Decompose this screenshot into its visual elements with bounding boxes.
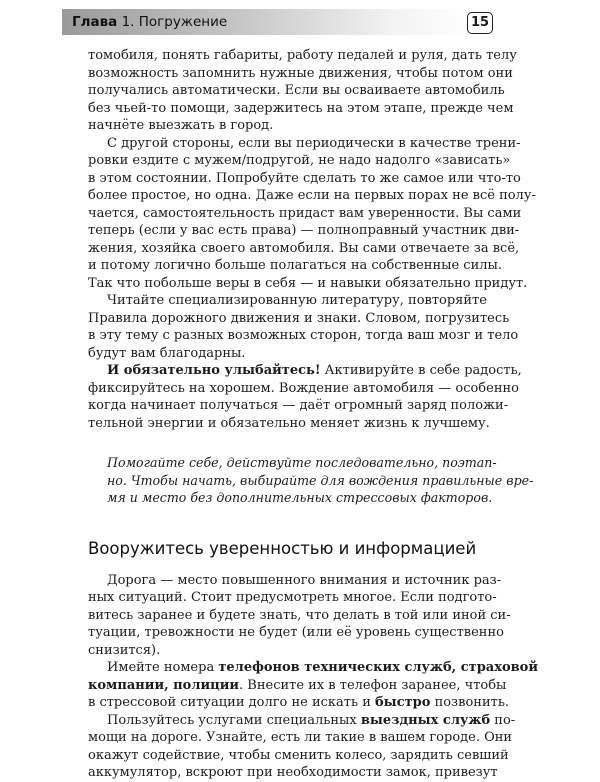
paragraph-7 (88, 712, 516, 782)
text-line: в этом состоянии. Попробуйте сделать то же самое или что-то (88, 170, 521, 186)
text-line: туации, тревожности не будет (или её уровень существенно (88, 625, 504, 640)
text-span: по- (490, 712, 516, 728)
chapter-number: 1. (121, 14, 135, 30)
text-line: фиксируйтесь на хорошем. Вождение автомобиля — особенно (88, 380, 519, 396)
text-line: в эту тему с разных возможных сторон, тогда ваш мозг и тело (88, 328, 519, 343)
paragraph-1 (88, 47, 517, 135)
text-line: но. Чтобы начать, выбирайте для вождения правильные вре- (107, 472, 534, 488)
bold-phrase: выездных служб (360, 712, 491, 728)
text-line: ровки ездите с мужем/подругой, не надо надолго «зависать» (88, 153, 511, 168)
paragraph-2 (88, 135, 536, 293)
text-line: Читайте специализированную литературу, повторяйте (107, 293, 487, 308)
text-line: возможность запомнить нужные движения, чтобы потом они (88, 65, 513, 81)
text-line: С другой стороны, если вы периодически в качестве трени- (107, 135, 521, 151)
text-line: когда начинает получаться — даёт огромный заряд положи- (88, 398, 509, 413)
section-title: Вооружитесь уверенностью и информацией (88, 538, 477, 558)
text-line: будут вам благодарны. (88, 345, 246, 361)
bold-phrase: телефонов технических служб, страховой (218, 660, 538, 675)
chapter-title: Погружение (138, 14, 228, 30)
text-span: позвонить. (430, 695, 510, 710)
text-line (88, 362, 522, 380)
text-line: чается, самостоятельность придаст вам уверенности. Вы сами (88, 205, 522, 221)
chapter-prefix: Глава (72, 14, 118, 30)
text-line: мя и место без дополнительных стрессовых факторов. (107, 490, 493, 505)
text-line: теперь (если у вас есть права) — полноправный участник дви- (88, 223, 520, 238)
text-line: Так что побольше веры в себя — и навыки обязательно придут. (88, 275, 528, 291)
paragraph-3 (88, 292, 519, 362)
text-line: витесь заранее и будете знать, что делать в той или иной си- (88, 607, 511, 623)
text-line: Дорога — место повышенного внимания и источник раз- (107, 572, 502, 588)
text-line: без чьей-то помощи, задержитесь на этом этапе, прежде чем (88, 100, 514, 116)
text-span: Активируйте в себе радость, (320, 363, 522, 378)
text-line: томобиля, понять габариты, работу педалей и руля, дать телу (88, 48, 517, 63)
text-line (88, 659, 538, 677)
text-line: мощи на дороге. Узнайте, есть ли такие в вашем городе. Они (88, 730, 513, 745)
text-line: окажут содействие, чтобы сменить колесо, зарядить севший (88, 747, 509, 763)
text-line: снизится). (88, 642, 161, 658)
text-line: тельной энергии и обязательно меняет жизнь к лучшему. (88, 415, 490, 431)
text-span: Пользуйтесь услугами специальных (107, 712, 361, 728)
bold-phrase: И обязательно улыбайтесь! (107, 363, 321, 378)
text-line: ных ситуаций. Стоит предусмотреть многое. Если подгото- (88, 590, 497, 605)
text-line: получались автоматически. Если вы осваиваете автомобиль (88, 83, 505, 98)
text-line (88, 694, 510, 712)
text-line: более простое, но одна. Даже если на первых порах не всё полу- (88, 188, 536, 203)
paragraph-6 (88, 659, 538, 712)
page-body (88, 47, 538, 782)
text-span: Имейте номера (107, 660, 219, 675)
text-line: аккумулятор, вскроют при необходимости замок, привезут (88, 765, 498, 780)
text-line: начнёте выезжать в город. (88, 118, 274, 133)
bold-phrase: быстро (375, 695, 431, 710)
text-line (88, 677, 507, 695)
text-span: в стрессовой ситуации долго не искать и (88, 695, 375, 710)
text-span: . Внесите их в телефон заранее, чтобы (239, 677, 507, 693)
paragraph-5 (88, 572, 511, 660)
bold-phrase: компании, полиции (88, 677, 240, 693)
text-line: жения, хозяйка своего автомобиля. Вы сами отвечаете за всё, (88, 240, 520, 256)
tip-quote (88, 454, 534, 507)
text-line: и потому логично больше полагаться на собственные силы. (88, 258, 502, 273)
text-line (88, 712, 516, 730)
text-line: Помогайте себе, действуйте последовательно, поэтап- (107, 455, 497, 470)
paragraph-4 (88, 362, 522, 432)
text-line: Правила дорожного движения и знаки. Словом, погрузитесь (88, 310, 510, 326)
chapter-heading (72, 13, 227, 31)
page-number: 15 (467, 12, 493, 34)
